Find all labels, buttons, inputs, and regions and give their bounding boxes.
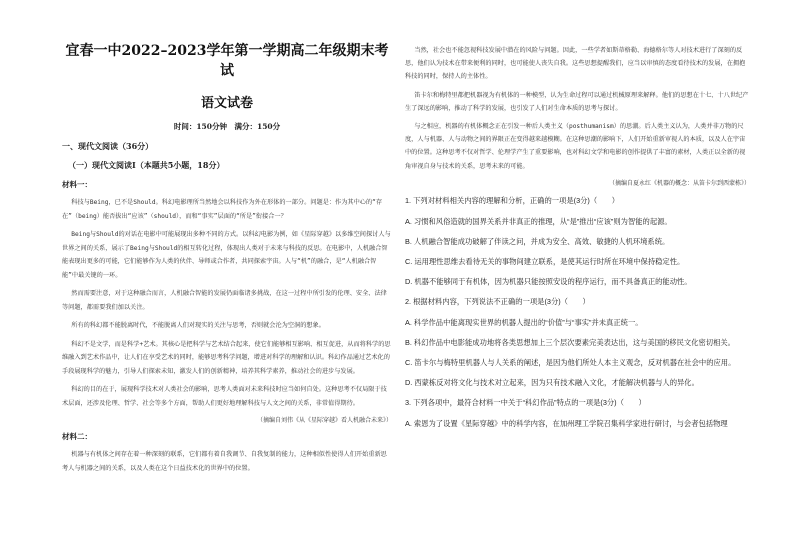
option: D. 机器不能够同于有机体，因为机器只能按照安设的程序运行，而不具备真正的能动性。 — [405, 276, 692, 286]
paragraph: 当然，社会也不能忽视科技发展中潜在的风险与问题。因此，一些学者如斯蒂格勒、海德格尔等人对技术进行了深刻的反思，他们认为技术在带来便利的同时，也可能使人丧失自我。这些思想提醒我们，应当以审慎的态度看待技术的发展，在拥抱科技的同时，保持人的主体性。 — [405, 47, 746, 81]
exam-meta: 时间：150分钟 满分：150分 — [173, 122, 281, 131]
option: C. 笛卡尔与梅特里机器人与人关系的阐述，是因为他们所处人本主义观念，反对机器在社会中的应用。 — [405, 357, 736, 367]
paragraph: 机器与有机体之间存在着一种深刻的联系，它们都有着自我调节、自我复制的能力，这种相似性使得人们开始重新思考人与机器之间的关系，以及人类在这个日益技术化的世界中的位置。 — [62, 451, 387, 472]
exam-title: 宜春一中2022–2023学年第一学期高二年级期末考试 — [65, 43, 389, 79]
paragraph: 与之相应，机器的有机体概念正在引发一种后人类主义（posthumanism）的思潮。后人类主义认为，人类并非万物的尺度，人与机器、人与动物之间的界限正在变得越来越模糊。在这种思潮的影响下，人们开始重新审视人的本质，以及人在宇宙中的位置。这种思考不仅对哲学、伦理学产生了重要影响，也对科幻文学和电影的创作提供了丰富的素材，人类正以全新的视角审视自身与技术的关系，思考未来的可能。 — [405, 123, 746, 170]
question-2: 2. 根据材料内容，下列说法不正确的一项是(3分)（ ） — [405, 296, 590, 306]
option: A. 科学作品中能离现实世界的机器人提出的“价值”与“事实”并未真正统一。 — [405, 317, 643, 327]
exam-subtitle: 语文试卷 — [200, 96, 253, 111]
option: B. 人机融合智能成功破解了伴读之问，并成为安全、高效、敏捷的人机环境系统。 — [405, 236, 670, 246]
material-one-label: 材料一： — [62, 180, 92, 189]
paragraph: Being与Should的对话在电影中可能展现出多种不同的方式。以科幻电影为例，如《星际穿越》以多维空间探讨人与世界之间的关系，展示了Being与Should的相互转化过程，体现出人类对于未来与科技的反思。在电影中，人机融合智能表现出更多的可能，它们能够作为人类的伙伴、导师或合作者，共同探索宇宙。人与“机”的融合，是“人机融合智能”中最关键的一环。 — [62, 231, 391, 279]
right-column — [405, 44, 750, 437]
paragraph: 然而需要注意，对于这种融合而言，人机融合智能的发展仍面临诸多挑战，在这一过程中所引发的伦理、安全、法律等问题，都需要我们加以关注。 — [62, 290, 387, 311]
paragraph: 科技与Being，已不是Should。科幻电影理所当然地会以科技作为外在形体的一部分。问题是：作为其中心的“存在”（being）能否拔出“应该”（should），而和“事实”层面的“所是”衔接合一？ — [62, 199, 383, 220]
subsection-heading: （一）现代文阅读Ⅰ（本题共5小题，18分） — [68, 160, 225, 170]
question-1: 1. 下列对材料相关内容的理解和分析，正确的一项是(3分)（ ） — [405, 195, 620, 205]
option: C. 运用理性思维去看待无关的事物间建立联系，是使其运行时所在环境中保持稳定性。 — [405, 256, 685, 266]
material-two-label: 材料二： — [62, 432, 92, 441]
section-heading: 一、现代文阅读（36分） — [62, 141, 154, 151]
source-citation: （摘编自刘伟《从《星际穿越》看人机融合未来》） — [256, 417, 392, 424]
paragraph: 科幻的目的在于，展现科学技术对人类社会的影响，思考人类面对未来科技时应当如何自处。这种思考不仅局限于技术层面，还涉及伦理、哲学、社会等多个方面，帮助人们更好地理解科技与人文之间的关系，非常值得期待。 — [62, 386, 387, 407]
option: B. 科幻作品中电影能成功地将各类思想加上三个层次要素完美表达出，这与美国的移民文化密切相关。 — [405, 337, 735, 347]
left-column — [62, 40, 392, 480]
paragraph: 科幻不是文学，而是科学+艺术。其核心是把科学与艺术结合起来，使它们能够相互影响、相互促进，从而将科学的思维融入到艺术作品中，让人们在享受艺术的同时，能够思考科学问题，增进对科学的理解和认识。科幻作品通过艺术化的手段展现科学的魅力，引导人们探索未知，激发人们的创新精神，培养其科学素养，推动社会的进步与发展。 — [62, 340, 391, 375]
option: D. 西蒙栋反对将文化与技术对立起来，因为只有技术融入文化，才能解决机器与人的异化。 — [405, 377, 699, 387]
paragraph: 所有的科幻都不能脱离时代，不能脱离人们对现实的关注与思考，否则就会沦为空洞的想象。 — [71, 322, 325, 329]
option: A. 习惯和风俗造就的国界关系并非真正的推理，从“是”推出“应该”则为智能的起源。 — [405, 216, 672, 226]
paragraph: 笛卡尔和梅特里都把机器视为有机体的一种模型，认为生命过程可以通过机械原理来解释。他们的思想在十七、十八世纪产生了深远的影响，推动了科学的发展，也引发了人们对生命本质的思考与探讨。 — [405, 91, 749, 112]
question-3: 3. 下列各项中，最符合材料一中关于“科幻作品”特点的一项是(3分)（ ） — [405, 397, 646, 407]
source-citation: （摘编自夏永红《机器的概念：从笛卡尔到西蒙栋》） — [608, 179, 750, 187]
option: A. 索恩为了设置《星际穿越》中的科学内容，在加州理工学院召集科学家进行研讨，与会者包括物理 — [405, 418, 728, 428]
